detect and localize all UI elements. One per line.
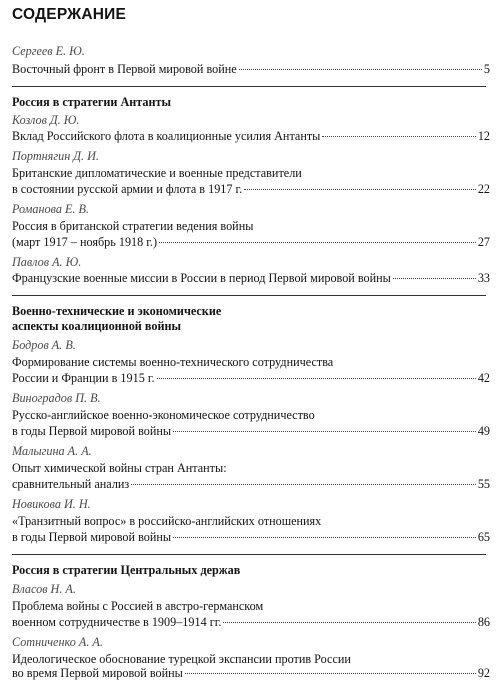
page-number: 49 <box>477 424 490 438</box>
entry-title-line: «Транзитный вопрос» в российско-английских отношениях <box>12 514 322 528</box>
section-heading: Россия в стратегии Центральных держав <box>12 563 241 577</box>
entry-title: военном сотрудничестве в 1909–1914 гг. <box>12 615 222 629</box>
dot-leader <box>393 278 476 279</box>
toc-entry[interactable] <box>12 477 490 492</box>
page-number: 86 <box>477 615 490 629</box>
entry-title: сравнительный анализ <box>12 477 130 491</box>
dot-leader <box>173 537 476 538</box>
entry-title-line: Идеологическое обоснование турецкой экспансии против России <box>12 652 351 666</box>
entry-title: в состоянии русской армии и флота в 1917 г. <box>12 182 243 196</box>
toc-entry[interactable] <box>12 182 490 197</box>
page-number: 33 <box>477 271 490 285</box>
entry-author: Власов Н. А. <box>12 582 76 596</box>
entry-title: Французские военные миссии в России в период Первой мировой войны <box>12 271 391 285</box>
entry-author: Павлов А. Ю. <box>12 255 82 269</box>
entry-title: Вклад Российского флота в коалиционные усилия Антанты <box>12 129 321 143</box>
dot-leader <box>131 484 476 485</box>
dot-leader <box>157 378 476 379</box>
dot-leader <box>185 673 476 674</box>
entry-title-line: Опыт химической войны стран Антанты: <box>12 461 227 475</box>
entry-author: Виноградов П. В. <box>12 391 101 405</box>
entry-author: Сотниченко А. А. <box>12 635 103 649</box>
entry-author: Козлов Д. Ю. <box>12 113 80 127</box>
entry-author: Портнягин Д. И. <box>12 149 99 163</box>
toc-entry[interactable] <box>12 666 490 681</box>
section-heading: Россия в стратегии Антанты <box>12 95 172 109</box>
page-number: 5 <box>483 62 490 76</box>
section-divider <box>12 295 486 296</box>
toc-entry[interactable] <box>12 271 490 286</box>
entry-title: Восточный фронт в Первой мировой войне <box>12 62 237 76</box>
page-title: СОДЕРЖАНИЕ <box>12 6 127 23</box>
toc-entry[interactable] <box>12 129 490 144</box>
toc-entry[interactable] <box>12 235 490 250</box>
section-heading: Военно-технические и экономические <box>12 304 222 318</box>
dot-leader <box>322 136 475 137</box>
entry-title: России и Франции в 1915 г. <box>12 371 155 385</box>
entry-title-line: Формирование системы военно-технического сотрудничества <box>12 355 334 369</box>
section-divider <box>12 554 486 555</box>
entry-title-line: Британские дипломатические и военные представители <box>12 166 302 180</box>
entry-author: Малыгина А. А. <box>12 444 92 458</box>
page-number: 27 <box>477 235 490 249</box>
section-heading: аспекты коалиционной войны <box>12 319 182 333</box>
page-number: 22 <box>477 182 490 196</box>
entry-title-line: Русско-английское военно-экономическое сотрудничество <box>12 408 315 422</box>
toc-entry[interactable] <box>12 530 490 545</box>
toc-entry[interactable] <box>12 371 490 386</box>
dot-leader <box>239 69 482 70</box>
entry-author: Сергеев Е. Ю. <box>12 44 85 58</box>
entry-title: во время Первой мировой войны <box>12 666 183 680</box>
entry-author: Бодров А. В. <box>12 338 76 352</box>
dot-leader <box>223 622 475 623</box>
toc-entry[interactable] <box>12 62 490 77</box>
toc-entry[interactable] <box>12 615 490 630</box>
entry-title: в годы Первой мировой войны <box>12 424 172 438</box>
entry-title: (март 1917 – ноябрь 1918 г.) <box>12 235 158 249</box>
toc-entry[interactable] <box>12 424 490 439</box>
dot-leader <box>244 189 476 190</box>
dot-leader <box>173 431 476 432</box>
entry-title-line: Проблема войны с Россией в австро-германском <box>12 599 264 613</box>
page-number: 12 <box>477 129 490 143</box>
dot-leader <box>159 242 476 243</box>
entry-title: в годы Первой мировой войны <box>12 530 172 544</box>
section-divider <box>12 86 486 87</box>
entry-title-line: Россия в британской стратегии ведения войны <box>12 219 254 233</box>
page-number: 42 <box>477 371 490 385</box>
entry-author: Романова Е. В. <box>12 202 90 216</box>
page-number: 55 <box>477 477 490 491</box>
page-number: 65 <box>477 530 490 544</box>
entry-author: Новикова И. Н. <box>12 497 91 511</box>
page-number: 92 <box>477 666 490 680</box>
